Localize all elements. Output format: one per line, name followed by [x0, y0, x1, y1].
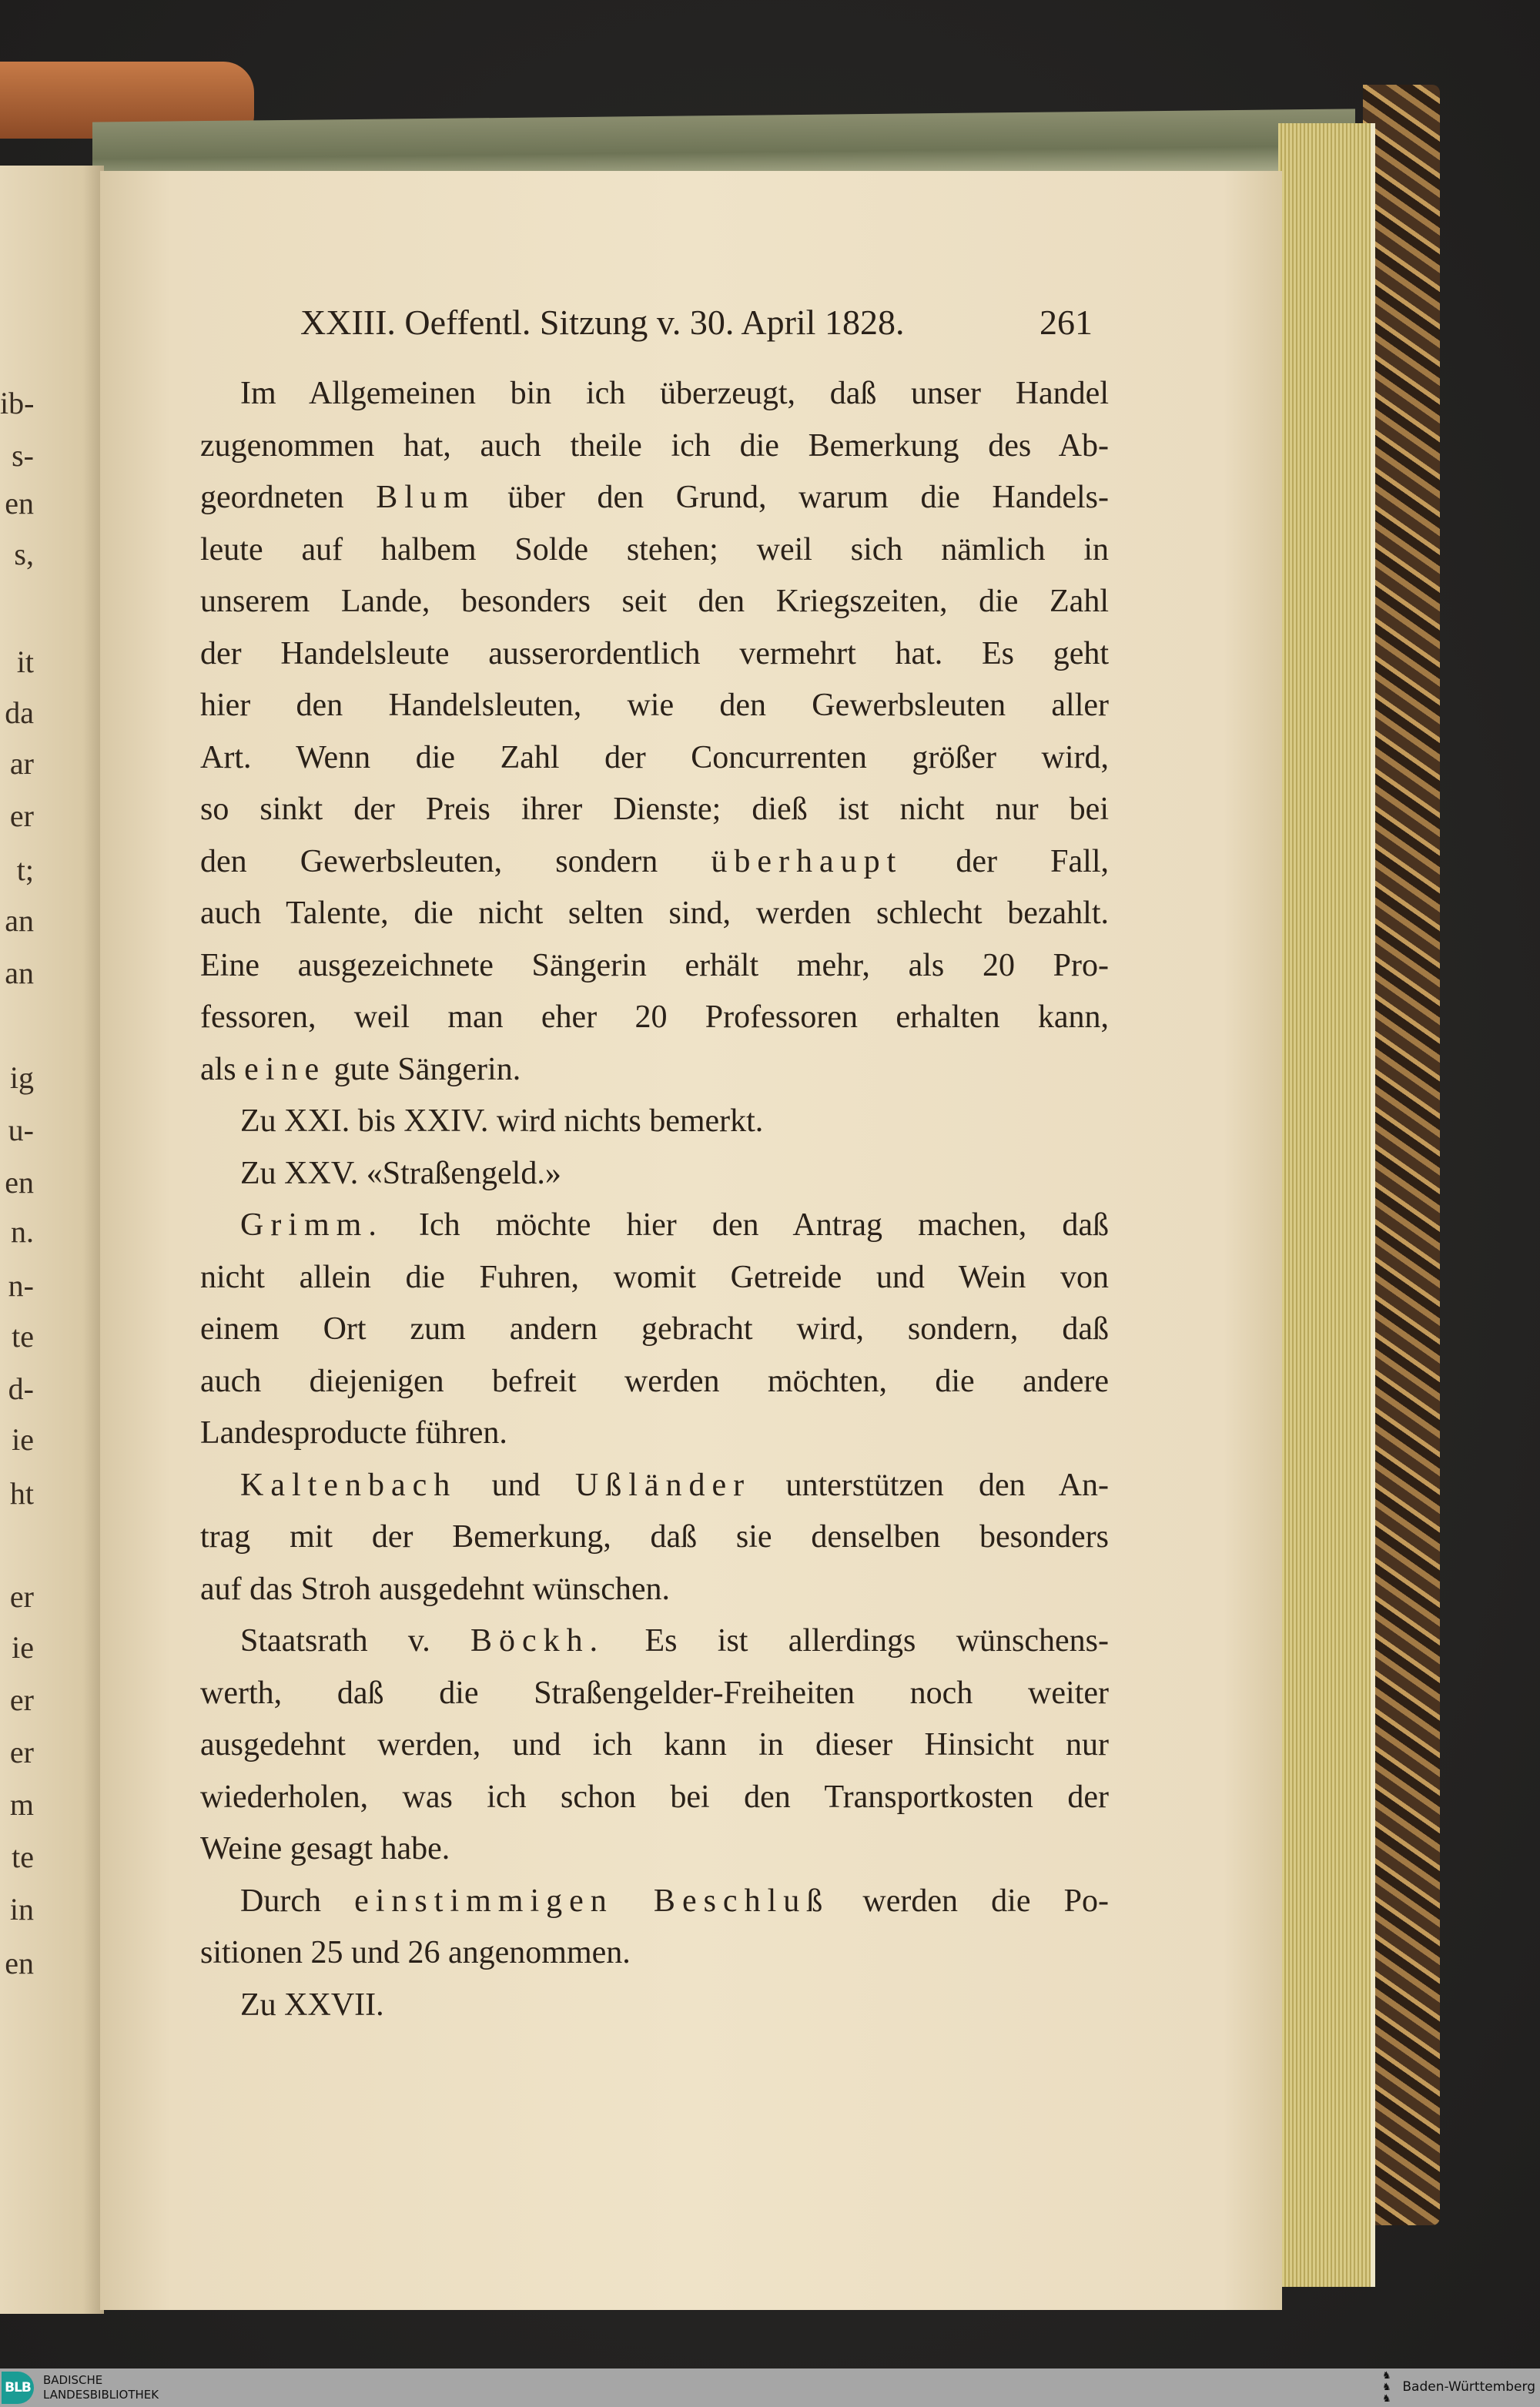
- text-line: [200, 1876, 1109, 1928]
- running-head: XXIII. Oeffentl. Sitzung v. 30. April 1828.: [300, 303, 905, 342]
- text-segment: Zu XXVII.: [240, 1987, 384, 2023]
- text-segment: der Handelsleute ausserordentlich vermehrt hat. Es geht: [200, 635, 1109, 671]
- spaced-name: einstimmigen Beschluß: [354, 1883, 830, 1919]
- left-page-fragment: u-: [8, 1113, 34, 1147]
- text-segment: über den Grund, warum die Handels-: [475, 480, 1109, 515]
- left-page-fragment: s,: [14, 537, 34, 571]
- left-page-fragment: te: [12, 1840, 34, 1874]
- text-segment: zugenommen hat, auch theile ich die Bemerkung des Ab-: [200, 427, 1109, 464]
- text-line: [200, 524, 1109, 577]
- text-segment: trag mit der Bemerkung, daß sie denselben besonders: [200, 1519, 1109, 1555]
- text-line: [200, 1200, 1109, 1252]
- text-segment: Im Allgemeinen bin ich überzeugt, daß unser Handel: [240, 376, 1109, 411]
- text-segment: einem Ort zum andern gebracht wird, sondern, daß: [200, 1311, 1109, 1347]
- left-page-fragment: m: [9, 1787, 34, 1822]
- left-page-fragment: er: [9, 798, 34, 833]
- footer-bar: [0, 2369, 1540, 2407]
- text-segment: sitionen 25 und 26 angenommen.: [200, 1935, 631, 1970]
- text-line: [200, 1408, 1109, 1460]
- text-line: [200, 784, 1109, 836]
- left-page-fragment: ie: [12, 1422, 34, 1457]
- text-line: [200, 992, 1109, 1044]
- text-segment: unterstützen den An-: [751, 1467, 1109, 1503]
- page-body-text: [200, 368, 1109, 2031]
- spaced-name: Grimm.: [240, 1207, 383, 1243]
- blb-logo[interactable]: BLB: [2, 2372, 34, 2404]
- text-segment: gute Sängerin.: [326, 1051, 521, 1087]
- text-line: [200, 1823, 1109, 1876]
- text-segment: der Fall,: [902, 843, 1110, 879]
- text-line: [200, 1980, 1109, 2032]
- text-line: [200, 680, 1109, 732]
- text-segment: Eine ausgezeichnete Sängerin erhält mehr, als 20 Pro-: [200, 947, 1109, 983]
- lions-crest-icon: ♞ ♞ ♞: [1382, 2370, 1391, 2405]
- text-line: [200, 1096, 1109, 1148]
- text-segment: als: [200, 1051, 245, 1087]
- spaced-name: Böckh.: [470, 1623, 605, 1659]
- state-label[interactable]: Baden-Württemberg: [1402, 2379, 1535, 2395]
- left-page-fragment: in: [9, 1892, 34, 1927]
- left-page-fragment: t;: [16, 852, 34, 887]
- text-segment: Es ist allerdings wünschens-: [604, 1623, 1109, 1659]
- left-page-fragment: en: [5, 1946, 34, 1980]
- text-line: [200, 732, 1109, 785]
- text-line: [200, 888, 1109, 940]
- text-segment: fessoren, weil man eher 20 Professoren erhalten kann,: [200, 999, 1109, 1035]
- left-page-fragment: er: [9, 1735, 34, 1769]
- library-name-line1: BADISCHE: [43, 2373, 103, 2387]
- spaced-name: überhaupt: [711, 843, 903, 879]
- left-page-fragment: te: [12, 1319, 34, 1354]
- text-line: [200, 1615, 1109, 1668]
- left-page-fragment: n.: [11, 1214, 34, 1249]
- text-line: [200, 1252, 1109, 1304]
- left-page: [0, 166, 104, 2314]
- left-page-fragment: an: [5, 956, 34, 990]
- text-segment: werden die Po-: [829, 1883, 1109, 1919]
- text-line: [200, 472, 1109, 524]
- text-segment: so sinkt der Preis ihrer Dienste; dieß ist nicht nur bei: [200, 792, 1109, 827]
- text-line: [200, 1511, 1109, 1564]
- text-segment: geordneten: [200, 480, 377, 515]
- left-page-fragment: en: [5, 486, 34, 521]
- text-segment: werth, daß die Straßengelder-Freiheiten noch weiter: [200, 1675, 1109, 1711]
- text-segment: nicht allein die Fuhren, womit Getreide und Wein von: [200, 1259, 1109, 1295]
- left-page-fragment: ht: [9, 1476, 34, 1511]
- text-segment: auch diejenigen befreit werden möchten, die andere: [200, 1363, 1109, 1399]
- library-name-line2: LANDESBIBLIOTHEK: [43, 2388, 159, 2402]
- text-line: [200, 576, 1109, 628]
- spaced-name: eine: [244, 1051, 326, 1087]
- text-segment: Landesproducte führen.: [200, 1415, 507, 1451]
- text-segment: hier den Handelsleuten, wie den Gewerbsleuten aller: [200, 688, 1109, 723]
- left-page-fragment: ie: [12, 1630, 34, 1665]
- left-page-fragment: s-: [12, 438, 34, 473]
- left-page-fragment: ib-: [0, 386, 34, 420]
- text-segment: auf das Stroh ausgedehnt wünschen.: [200, 1571, 671, 1607]
- text-segment: Ich möchte hier den Antrag machen, daß: [383, 1207, 1109, 1243]
- text-line: [200, 836, 1109, 889]
- text-segment: wiederholen, was ich schon bei den Transportkosten der: [200, 1779, 1109, 1815]
- text-line: [200, 1148, 1109, 1200]
- left-page-fragment: d-: [8, 1371, 34, 1406]
- text-segment: Staatsrath v.: [240, 1623, 471, 1659]
- spaced-name: Kaltenbach: [240, 1467, 457, 1503]
- text-line: [200, 1668, 1109, 1720]
- text-line: [200, 1564, 1109, 1616]
- text-segment: auch Talente, die nicht selten sind, werden schlecht bezahlt.: [200, 896, 1109, 931]
- spaced-name: Ußländer: [574, 1467, 752, 1503]
- text-segment: Zu XXV. «Straßengeld.»: [240, 1155, 561, 1191]
- text-line: [200, 1772, 1109, 1824]
- text-line: [200, 628, 1109, 681]
- text-segment: und: [457, 1467, 575, 1503]
- page-edges: [1278, 123, 1375, 2287]
- page-number: 261: [1040, 303, 1093, 342]
- left-page-fragment: n-: [8, 1268, 34, 1303]
- left-page-fragment: er: [9, 1682, 34, 1717]
- text-segment: Durch: [240, 1883, 355, 1919]
- text-segment: den Gewerbsleuten, sondern: [200, 843, 711, 879]
- text-segment: leute auf halbem Solde stehen; weil sich nämlich in: [200, 531, 1109, 567]
- text-line: [200, 1460, 1109, 1512]
- text-line: [200, 420, 1109, 473]
- left-page-fragment: ig: [9, 1060, 34, 1095]
- text-line: [200, 368, 1109, 420]
- text-line: [200, 940, 1109, 993]
- left-page-fragment: ar: [9, 746, 34, 781]
- left-page-fragment: it: [16, 644, 34, 679]
- text-segment: Art. Wenn die Zahl der Concurrenten größer wird,: [200, 739, 1109, 775]
- text-segment: ausgedehnt werden, und ich kann in dieser Hinsicht nur: [200, 1727, 1109, 1763]
- text-segment: Weine gesagt habe.: [200, 1831, 450, 1866]
- text-segment: unserem Lande, besonders seit den Kriegszeiten, die Zahl: [200, 584, 1109, 619]
- text-line: [200, 1927, 1109, 1980]
- library-name[interactable]: [43, 2373, 159, 2402]
- left-page-fragment: da: [5, 695, 34, 730]
- left-page-fragment: en: [5, 1165, 34, 1200]
- text-line: [200, 1719, 1109, 1772]
- text-segment: Zu XXI. bis XXIV. wird nichts bemerkt.: [240, 1103, 764, 1139]
- text-line: [200, 1044, 1109, 1096]
- left-page-fragment: er: [9, 1579, 34, 1614]
- spaced-name: Blum: [376, 480, 476, 515]
- text-line: [200, 1356, 1109, 1408]
- left-page-fragment: an: [5, 903, 34, 938]
- text-line: [200, 1304, 1109, 1356]
